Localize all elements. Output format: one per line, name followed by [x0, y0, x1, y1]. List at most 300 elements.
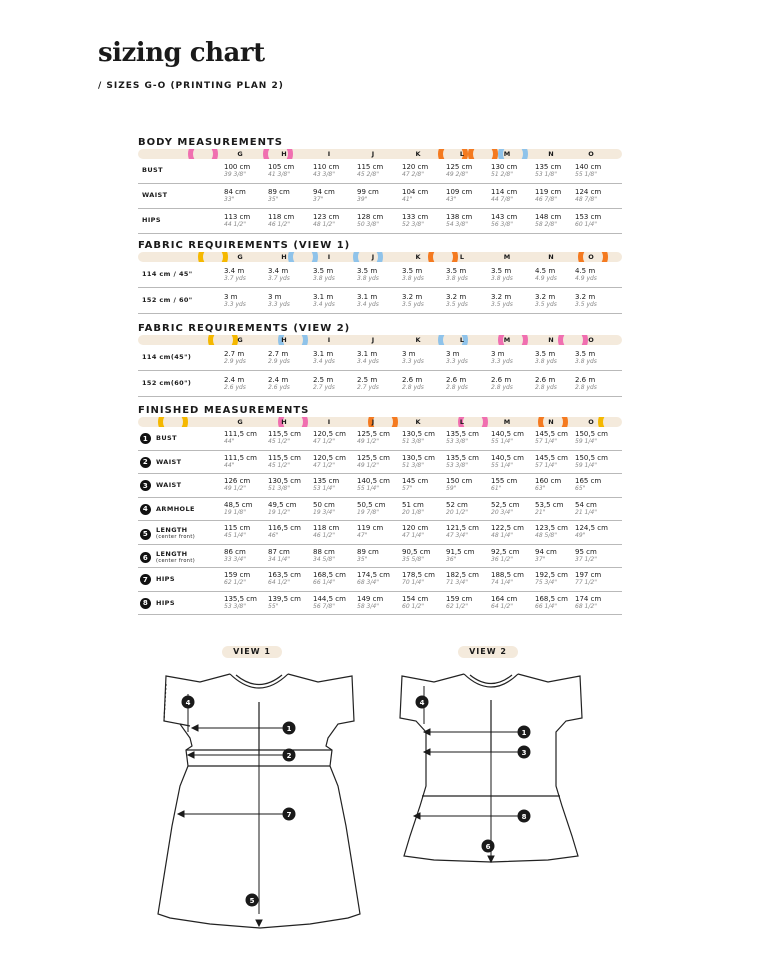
- imperial-value: 2.6 yds: [224, 383, 246, 391]
- table-cell: [535, 524, 579, 540]
- view1-dress-illustration: [150, 666, 370, 966]
- imperial-value: 66 1/4": [313, 579, 335, 587]
- page-title: sizing chart: [98, 38, 265, 68]
- row-label-text: LENGTH: [156, 549, 188, 558]
- view2-top-illustration: [394, 666, 594, 866]
- table-row: [138, 498, 622, 522]
- imperial-value: 2.9 yds: [224, 357, 246, 365]
- imperial-value: 60 1/4": [575, 221, 597, 228]
- imperial-value: 49 1/2": [224, 485, 246, 493]
- table-cell: [402, 501, 446, 517]
- table-cell: [575, 548, 619, 564]
- table-cell: [535, 163, 579, 179]
- metric-value: 118 cm: [313, 524, 340, 533]
- table-cell: [224, 293, 268, 309]
- metric-value: 120,5 cm: [313, 430, 346, 439]
- size-header-m: M: [503, 150, 511, 158]
- imperial-value: 3.3 yds: [268, 300, 290, 308]
- table-cell: [224, 501, 268, 517]
- metric-value: 115,5 cm: [268, 430, 301, 439]
- imperial-value: 48 1/4": [491, 532, 513, 540]
- imperial-value: 64 1/2": [268, 579, 290, 587]
- table-cell: [446, 454, 490, 470]
- fabric-view1-section: [138, 239, 622, 314]
- metric-value: 3.1 m: [313, 292, 334, 301]
- body-measurements-section: [138, 136, 622, 234]
- table-cell: [313, 350, 357, 366]
- metric-value: 165 cm: [575, 477, 602, 486]
- imperial-value: 74 1/4": [491, 579, 513, 587]
- size-header-n: N: [548, 150, 554, 158]
- table-cell: [402, 477, 446, 493]
- imperial-value: 43": [446, 196, 457, 203]
- svg-text:5: 5: [249, 897, 255, 905]
- table-cell: [313, 571, 357, 587]
- row-label: [140, 504, 195, 515]
- imperial-value: 70 1/4": [402, 579, 424, 587]
- svg-text:6: 6: [485, 843, 491, 851]
- metric-value: 3.4 m: [268, 266, 289, 275]
- table-cell: [357, 188, 401, 204]
- table-cell: [535, 477, 579, 493]
- imperial-value: 44 7/8": [491, 196, 513, 203]
- imperial-value: 34 5/8": [313, 555, 335, 563]
- imperial-value: 49 2/8": [446, 171, 468, 178]
- table-cell: [575, 501, 619, 517]
- metric-value: 130 cm: [491, 163, 518, 171]
- metric-value: 48,5 cm: [224, 500, 253, 509]
- row-label: [140, 457, 181, 468]
- metric-value: 3.5 m: [357, 266, 378, 275]
- metric-value: 3.5 m: [313, 266, 334, 275]
- imperial-value: 37": [313, 196, 324, 203]
- table-cell: [357, 524, 401, 540]
- table-cell: [224, 595, 268, 611]
- table-cell: [491, 595, 535, 611]
- metric-value: 2.6 m: [491, 375, 512, 384]
- table-cell: [491, 454, 535, 470]
- metric-value: 3 m: [268, 292, 282, 301]
- section-title: FABRIC REQUIREMENTS (VIEW 2): [138, 323, 351, 334]
- size-header-n: N: [548, 336, 554, 344]
- metric-value: 52 cm: [446, 500, 468, 509]
- imperial-value: 45 2/8": [357, 171, 379, 178]
- imperial-value: 41 3/8": [268, 171, 290, 178]
- metric-value: 84 cm: [224, 188, 246, 196]
- metric-value: 3.5 m: [446, 266, 467, 275]
- imperial-value: 3.7 yds: [268, 274, 290, 282]
- metric-value: 2.6 m: [535, 375, 556, 384]
- table-cell: [535, 293, 579, 309]
- table-cell: [402, 571, 446, 587]
- imperial-value: 2.8 yds: [491, 383, 513, 391]
- size-header-k: K: [415, 418, 421, 426]
- metric-value: 182,5 cm: [446, 571, 479, 580]
- table-cell: [535, 430, 579, 446]
- table-cell: [402, 430, 446, 446]
- imperial-value: 75 3/4": [535, 579, 557, 587]
- metric-value: 3.2 m: [446, 292, 467, 301]
- table-cell: [402, 213, 446, 229]
- table-cell: [268, 571, 312, 587]
- metric-value: 2.4 m: [268, 375, 289, 384]
- metric-value: 160 cm: [535, 477, 562, 486]
- table-cell: [446, 213, 490, 229]
- metric-value: 135,5 cm: [446, 430, 479, 439]
- row-label-sub: (center front): [156, 534, 196, 541]
- size-header-m: M: [503, 253, 511, 261]
- table-row: [138, 184, 622, 209]
- table-cell: [224, 163, 268, 179]
- table-cell: [268, 293, 312, 309]
- table-cell: [446, 548, 490, 564]
- row-label-text: HIPS: [156, 598, 175, 607]
- metric-value: 3.2 m: [402, 292, 423, 301]
- metric-value: 145 cm: [402, 477, 429, 486]
- size-header-i: I: [327, 418, 331, 426]
- table-cell: [268, 430, 312, 446]
- metric-value: 121,5 cm: [446, 524, 479, 533]
- metric-value: 51 cm: [402, 500, 424, 509]
- table-row: [138, 474, 622, 498]
- imperial-value: 51 3/8": [402, 438, 424, 446]
- row-label-text: ARMHOLE: [156, 504, 195, 513]
- imperial-value: 57": [402, 485, 413, 493]
- row-label: WAIST: [142, 191, 168, 199]
- metric-value: 120,5 cm: [313, 453, 346, 462]
- table-row: [138, 209, 622, 234]
- table-cell: [224, 430, 268, 446]
- table-cell: [575, 293, 619, 309]
- imperial-value: 33 3/4": [224, 555, 246, 563]
- imperial-value: 51 3/8": [402, 461, 424, 469]
- imperial-value: 39": [357, 196, 368, 203]
- size-header-k: K: [415, 336, 421, 344]
- size-header-j: J: [371, 418, 375, 426]
- imperial-value: 58 3/4": [357, 602, 379, 610]
- table-cell: [491, 430, 535, 446]
- metric-value: 123 cm: [313, 213, 340, 221]
- size-header-j: J: [371, 253, 375, 261]
- imperial-value: 2.7 yds: [313, 383, 335, 391]
- table-cell: [313, 548, 357, 564]
- metric-value: 197 cm: [575, 571, 602, 580]
- table-row: [138, 262, 622, 288]
- metric-value: 50 cm: [313, 500, 335, 509]
- imperial-value: 77 1/2": [575, 579, 597, 587]
- imperial-value: 56 3/8": [491, 221, 513, 228]
- metric-value: 50,5 cm: [357, 500, 386, 509]
- table-cell: [313, 501, 357, 517]
- table-row: [138, 592, 622, 616]
- table-cell: [357, 595, 401, 611]
- metric-value: 2.6 m: [402, 375, 423, 384]
- imperial-value: 59": [446, 485, 457, 493]
- svg-text:2: 2: [286, 752, 292, 760]
- imperial-value: 35 5/8": [402, 555, 424, 563]
- imperial-value: 63": [535, 485, 546, 493]
- table-cell: [446, 267, 490, 283]
- imperial-value: 47 1/2": [313, 461, 335, 469]
- imperial-value: 3.4 yds: [357, 357, 379, 365]
- metric-value: 174,5 cm: [357, 571, 390, 580]
- imperial-value: 37": [535, 555, 546, 563]
- imperial-value: 2.8 yds: [402, 383, 424, 391]
- metric-value: 138 cm: [446, 213, 473, 221]
- table-cell: [535, 213, 579, 229]
- size-header-k: K: [415, 253, 421, 261]
- table-cell: [575, 454, 619, 470]
- page-subtitle: / SIZES G-O (PRINTING PLAN 2): [98, 81, 284, 91]
- table-cell: [575, 213, 619, 229]
- metric-value: 88 cm: [313, 547, 335, 556]
- imperial-value: 3.4 yds: [357, 300, 379, 308]
- imperial-value: 46 1/2": [268, 221, 290, 228]
- imperial-value: 62 1/2": [446, 602, 468, 610]
- table-cell: [575, 163, 619, 179]
- size-header-l: L: [459, 418, 465, 426]
- table-cell: [575, 376, 619, 392]
- imperial-value: 3.8 yds: [491, 274, 513, 282]
- measurement-number-badge: 6: [140, 552, 151, 563]
- table-cell: [357, 501, 401, 517]
- imperial-value: 45 1/2": [268, 438, 290, 446]
- table-cell: [402, 293, 446, 309]
- table-cell: [491, 501, 535, 517]
- table-cell: [357, 376, 401, 392]
- table-cell: [357, 293, 401, 309]
- table-cell: [535, 501, 579, 517]
- size-header-m: M: [503, 336, 511, 344]
- imperial-value: 57 1/4": [535, 461, 557, 469]
- metric-value: 153 cm: [575, 213, 602, 221]
- imperial-value: 68 1/2": [575, 602, 597, 610]
- size-header-l: L: [459, 150, 465, 158]
- metric-value: 3 m: [446, 349, 460, 358]
- table-cell: [357, 454, 401, 470]
- table-cell: [268, 350, 312, 366]
- table-cell: [268, 548, 312, 564]
- table-cell: [575, 524, 619, 540]
- table-cell: [268, 188, 312, 204]
- table-cell: [491, 293, 535, 309]
- imperial-value: 3.5 yds: [491, 300, 513, 308]
- table-cell: [268, 477, 312, 493]
- imperial-value: 20 3/4": [491, 508, 513, 516]
- imperial-value: 55 1/4": [491, 438, 513, 446]
- imperial-value: 2.8 yds: [575, 383, 597, 391]
- metric-value: 92,5 cm: [491, 547, 520, 556]
- measurement-number-badge: 2: [140, 457, 151, 468]
- imperial-value: 33": [224, 196, 235, 203]
- imperial-value: 3.8 yds: [535, 357, 557, 365]
- metric-value: 3.4 m: [224, 266, 245, 275]
- imperial-value: 21": [535, 508, 546, 516]
- table-cell: [313, 524, 357, 540]
- metric-value: 164 cm: [491, 594, 518, 603]
- metric-value: 2.7 m: [224, 349, 245, 358]
- metric-value: 123,5 cm: [535, 524, 568, 533]
- imperial-value: 51 2/8": [491, 171, 513, 178]
- imperial-value: 55 1/4": [357, 485, 379, 493]
- imperial-value: 21 1/4": [575, 508, 597, 516]
- imperial-value: 36 1/2": [491, 555, 513, 563]
- metric-value: 2.7 m: [268, 349, 289, 358]
- measurement-number-badge: 8: [140, 598, 151, 609]
- metric-value: 140 cm: [575, 163, 602, 171]
- row-label: [140, 574, 175, 585]
- imperial-value: 19 1/8": [224, 508, 246, 516]
- row-label: 114 cm / 45": [142, 269, 193, 278]
- table-cell: [313, 595, 357, 611]
- row-label: HIPS: [142, 216, 161, 224]
- size-header-bar: [138, 252, 622, 262]
- row-label: [140, 551, 195, 565]
- table-cell: [491, 524, 535, 540]
- metric-value: 135 cm: [313, 477, 340, 486]
- imperial-value: 61": [491, 485, 502, 493]
- metric-value: 3.5 m: [491, 266, 512, 275]
- table-cell: [224, 477, 268, 493]
- table-row: [138, 159, 622, 184]
- table-cell: [357, 350, 401, 366]
- imperial-value: 19 7/8": [357, 508, 379, 516]
- row-label: [140, 480, 181, 491]
- metric-value: 109 cm: [446, 188, 473, 196]
- table-cell: [313, 267, 357, 283]
- row-label-text: HIPS: [156, 575, 175, 584]
- size-header-bar: [138, 335, 622, 345]
- table-cell: [575, 477, 619, 493]
- imperial-value: 2.8 yds: [535, 383, 557, 391]
- table-cell: [491, 163, 535, 179]
- table-cell: [402, 163, 446, 179]
- imperial-value: 3.5 yds: [535, 300, 557, 308]
- table-cell: [224, 524, 268, 540]
- size-header-j: J: [371, 150, 375, 158]
- metric-value: 3.1 m: [313, 349, 334, 358]
- view1-label: VIEW 1: [222, 646, 282, 658]
- imperial-value: 3.8 yds: [446, 274, 468, 282]
- table-cell: [268, 163, 312, 179]
- size-header-o: O: [588, 418, 594, 426]
- measurement-number-badge: 1: [140, 433, 151, 444]
- metric-value: 139,5 cm: [268, 594, 301, 603]
- table-cell: [357, 163, 401, 179]
- table-cell: [446, 571, 490, 587]
- imperial-value: 3.8 yds: [402, 274, 424, 282]
- metric-value: 94 cm: [535, 547, 557, 556]
- table-cell: [575, 188, 619, 204]
- size-header-j: J: [371, 336, 375, 344]
- imperial-value: 55 1/8": [575, 171, 597, 178]
- imperial-value: 57 1/4": [535, 438, 557, 446]
- size-header-h: H: [281, 253, 287, 261]
- table-cell: [402, 524, 446, 540]
- metric-value: 115 cm: [357, 163, 384, 171]
- table-cell: [224, 350, 268, 366]
- metric-value: 2.6 m: [446, 375, 467, 384]
- imperial-value: 52 3/8": [402, 221, 424, 228]
- imperial-value: 53 3/8": [446, 438, 468, 446]
- metric-value: 116,5 cm: [268, 524, 301, 533]
- metric-value: 124,5 cm: [575, 524, 608, 533]
- metric-value: 105 cm: [268, 163, 295, 171]
- size-header-o: O: [588, 253, 594, 261]
- table-row: [138, 427, 622, 451]
- imperial-value: 3.5 yds: [402, 300, 424, 308]
- table-cell: [224, 213, 268, 229]
- metric-value: 3.5 m: [402, 266, 423, 275]
- imperial-value: 3.8 yds: [575, 357, 597, 365]
- imperial-value: 48 1/2": [313, 221, 335, 228]
- size-header-m: M: [503, 418, 511, 426]
- row-label-text: LENGTH: [156, 526, 188, 535]
- metric-value: 140,5 cm: [357, 477, 390, 486]
- imperial-value: 44": [224, 438, 235, 446]
- table-cell: [491, 213, 535, 229]
- section-title: FINISHED MEASUREMENTS: [138, 405, 310, 416]
- size-header-l: L: [459, 336, 465, 344]
- table-cell: [575, 571, 619, 587]
- metric-value: 113 cm: [224, 213, 251, 221]
- metric-value: 111,5 cm: [224, 430, 257, 439]
- metric-value: 126 cm: [224, 477, 251, 486]
- row-label: 114 cm(45"): [142, 352, 192, 361]
- imperial-value: 47 2/8": [402, 171, 424, 178]
- metric-value: 150,5 cm: [575, 453, 608, 462]
- metric-value: 89 cm: [268, 188, 290, 196]
- table-cell: [268, 595, 312, 611]
- table-cell: [224, 571, 268, 587]
- table-cell: [535, 267, 579, 283]
- imperial-value: 41": [402, 196, 413, 203]
- size-header-l: L: [459, 253, 465, 261]
- table-cell: [313, 163, 357, 179]
- metric-value: 52,5 cm: [491, 500, 520, 509]
- table-cell: [402, 267, 446, 283]
- table-row: [138, 371, 622, 397]
- imperial-value: 47": [357, 532, 368, 540]
- imperial-value: 59 1/4": [575, 461, 597, 469]
- section-title: BODY MEASUREMENTS: [138, 137, 283, 148]
- table-cell: [446, 524, 490, 540]
- table-cell: [313, 430, 357, 446]
- row-label-text: WAIST: [156, 481, 182, 490]
- metric-value: 145,5 cm: [535, 430, 568, 439]
- table-cell: [535, 350, 579, 366]
- table-cell: [268, 501, 312, 517]
- metric-value: 86 cm: [224, 547, 246, 556]
- metric-value: 148 cm: [535, 213, 562, 221]
- metric-value: 3.2 m: [535, 292, 556, 301]
- imperial-value: 46 1/2": [313, 532, 335, 540]
- table-cell: [402, 595, 446, 611]
- size-header-h: H: [281, 418, 287, 426]
- measurement-number-badge: 5: [140, 529, 151, 540]
- metric-value: 140,5 cm: [491, 430, 524, 439]
- metric-value: 115,5 cm: [268, 453, 301, 462]
- metric-value: 2.5 m: [357, 375, 378, 384]
- metric-value: 168,5 cm: [313, 571, 346, 580]
- table-cell: [224, 376, 268, 392]
- metric-value: 3.1 m: [357, 292, 378, 301]
- table-cell: [268, 524, 312, 540]
- imperial-value: 3.5 yds: [575, 300, 597, 308]
- table-cell: [224, 188, 268, 204]
- table-cell: [313, 213, 357, 229]
- table-cell: [446, 293, 490, 309]
